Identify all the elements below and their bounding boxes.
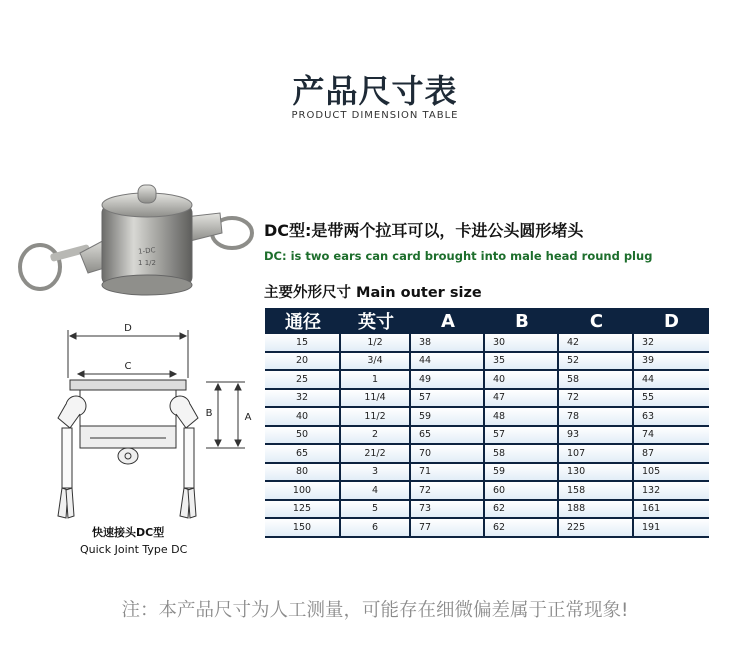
table-cell: 52 [559,353,634,372]
table-row [265,482,709,501]
table-row [265,353,709,372]
table-cell: 38 [411,334,485,353]
table-cell: 93 [559,427,634,446]
dim-label-a: A [244,412,252,423]
table-cell: 63 [634,408,709,427]
table-cell: 40 [265,408,341,427]
col-header-d: D [634,308,709,334]
table-cell: 72 [559,390,634,409]
table-cell: 32 [265,390,341,409]
table-cell: 70 [411,445,485,464]
table-cell: 105 [634,464,709,483]
table-row [265,408,709,427]
table-cell: 107 [559,445,634,464]
col-header-c: C [559,308,634,334]
table-cell: 80 [265,464,341,483]
page-subtitle: PRODUCT DIMENSION TABLE [291,110,459,121]
measurement-note: 注：本产品尺寸为人工测量，可能存在细微偏差属于正常现象! [121,600,629,621]
drawing-caption-cn: 快速接头DC型 [92,526,165,539]
table-cell: 15 [265,334,341,353]
table-cell: 48 [485,408,559,427]
table-cell: 58 [559,371,634,390]
dimension-table [265,308,709,538]
table-cell: 161 [634,501,709,520]
table-cell: 225 [559,519,634,538]
table-cell: 60 [485,482,559,501]
page-title: 产品尺寸表 [292,72,458,110]
casting-text-1: 1-DC [137,246,156,256]
table-row [265,390,709,409]
table-cell: 72 [411,482,485,501]
table-cell: 21/2 [341,445,411,464]
product-description-en: DC: is two ears can card brought into male head round plug [264,249,653,263]
table-cell: 49 [411,371,485,390]
size-heading: 主要外形尺寸 Main outer size [264,285,482,301]
table-cell: 150 [265,519,341,538]
drawing-caption-en: Quick Joint Type DC [80,543,188,556]
table-row [265,334,709,353]
table-cell: 57 [411,390,485,409]
table-cell: 58 [485,445,559,464]
col-header-a: A [411,308,485,334]
table-cell: 62 [485,519,559,538]
table-header-row [265,308,709,334]
table-cell: 158 [559,482,634,501]
table-cell: 20 [265,353,341,372]
table-row [265,501,709,520]
table-cell: 87 [634,445,709,464]
product-photo [10,175,260,315]
table-cell: 3 [341,464,411,483]
table-cell: 59 [485,464,559,483]
table-cell: 50 [265,427,341,446]
table-cell: 65 [411,427,485,446]
table-cell: 73 [411,501,485,520]
table-cell: 6 [341,519,411,538]
col-header-bore: 通径 [265,308,341,334]
table-cell: 44 [634,371,709,390]
table-cell: 65 [265,445,341,464]
table-cell: 11/2 [341,408,411,427]
dim-label-d: D [124,323,132,334]
table-row [265,445,709,464]
table-cell: 100 [265,482,341,501]
table-cell: 132 [634,482,709,501]
table-cell: 77 [411,519,485,538]
product-description-cn: DC型:是带两个拉耳可以，卡进公头圆形堵头 [264,221,584,240]
table-cell: 4 [341,482,411,501]
table-cell: 39 [634,353,709,372]
table-cell: 55 [634,390,709,409]
table-cell: 191 [634,519,709,538]
table-cell: 5 [341,501,411,520]
dim-label-c: C [124,361,132,372]
table-row [265,427,709,446]
table-cell: 42 [559,334,634,353]
table-row [265,371,709,390]
table-cell: 125 [265,501,341,520]
table-cell: 47 [485,390,559,409]
table-cell: 30 [485,334,559,353]
table-cell: 188 [559,501,634,520]
table-cell: 40 [485,371,559,390]
table-cell: 25 [265,371,341,390]
table-cell: 59 [411,408,485,427]
table-cell: 1/2 [341,334,411,353]
table-cell: 74 [634,427,709,446]
table-cell: 78 [559,408,634,427]
table-cell: 3/4 [341,353,411,372]
col-header-b: B [485,308,559,334]
table-row [265,519,709,538]
col-header-inch: 英寸 [341,308,411,334]
table-cell: 57 [485,427,559,446]
table-cell: 2 [341,427,411,446]
technical-drawing [40,318,260,533]
table-cell: 44 [411,353,485,372]
table-cell: 62 [485,501,559,520]
table-cell: 130 [559,464,634,483]
table-cell: 71 [411,464,485,483]
casting-text-2: 1 1/2 [138,259,156,267]
table-cell: 11/4 [341,390,411,409]
table-cell: 35 [485,353,559,372]
dim-label-b: B [205,408,213,419]
table-cell: 1 [341,371,411,390]
table-cell: 32 [634,334,709,353]
table-row [265,464,709,483]
